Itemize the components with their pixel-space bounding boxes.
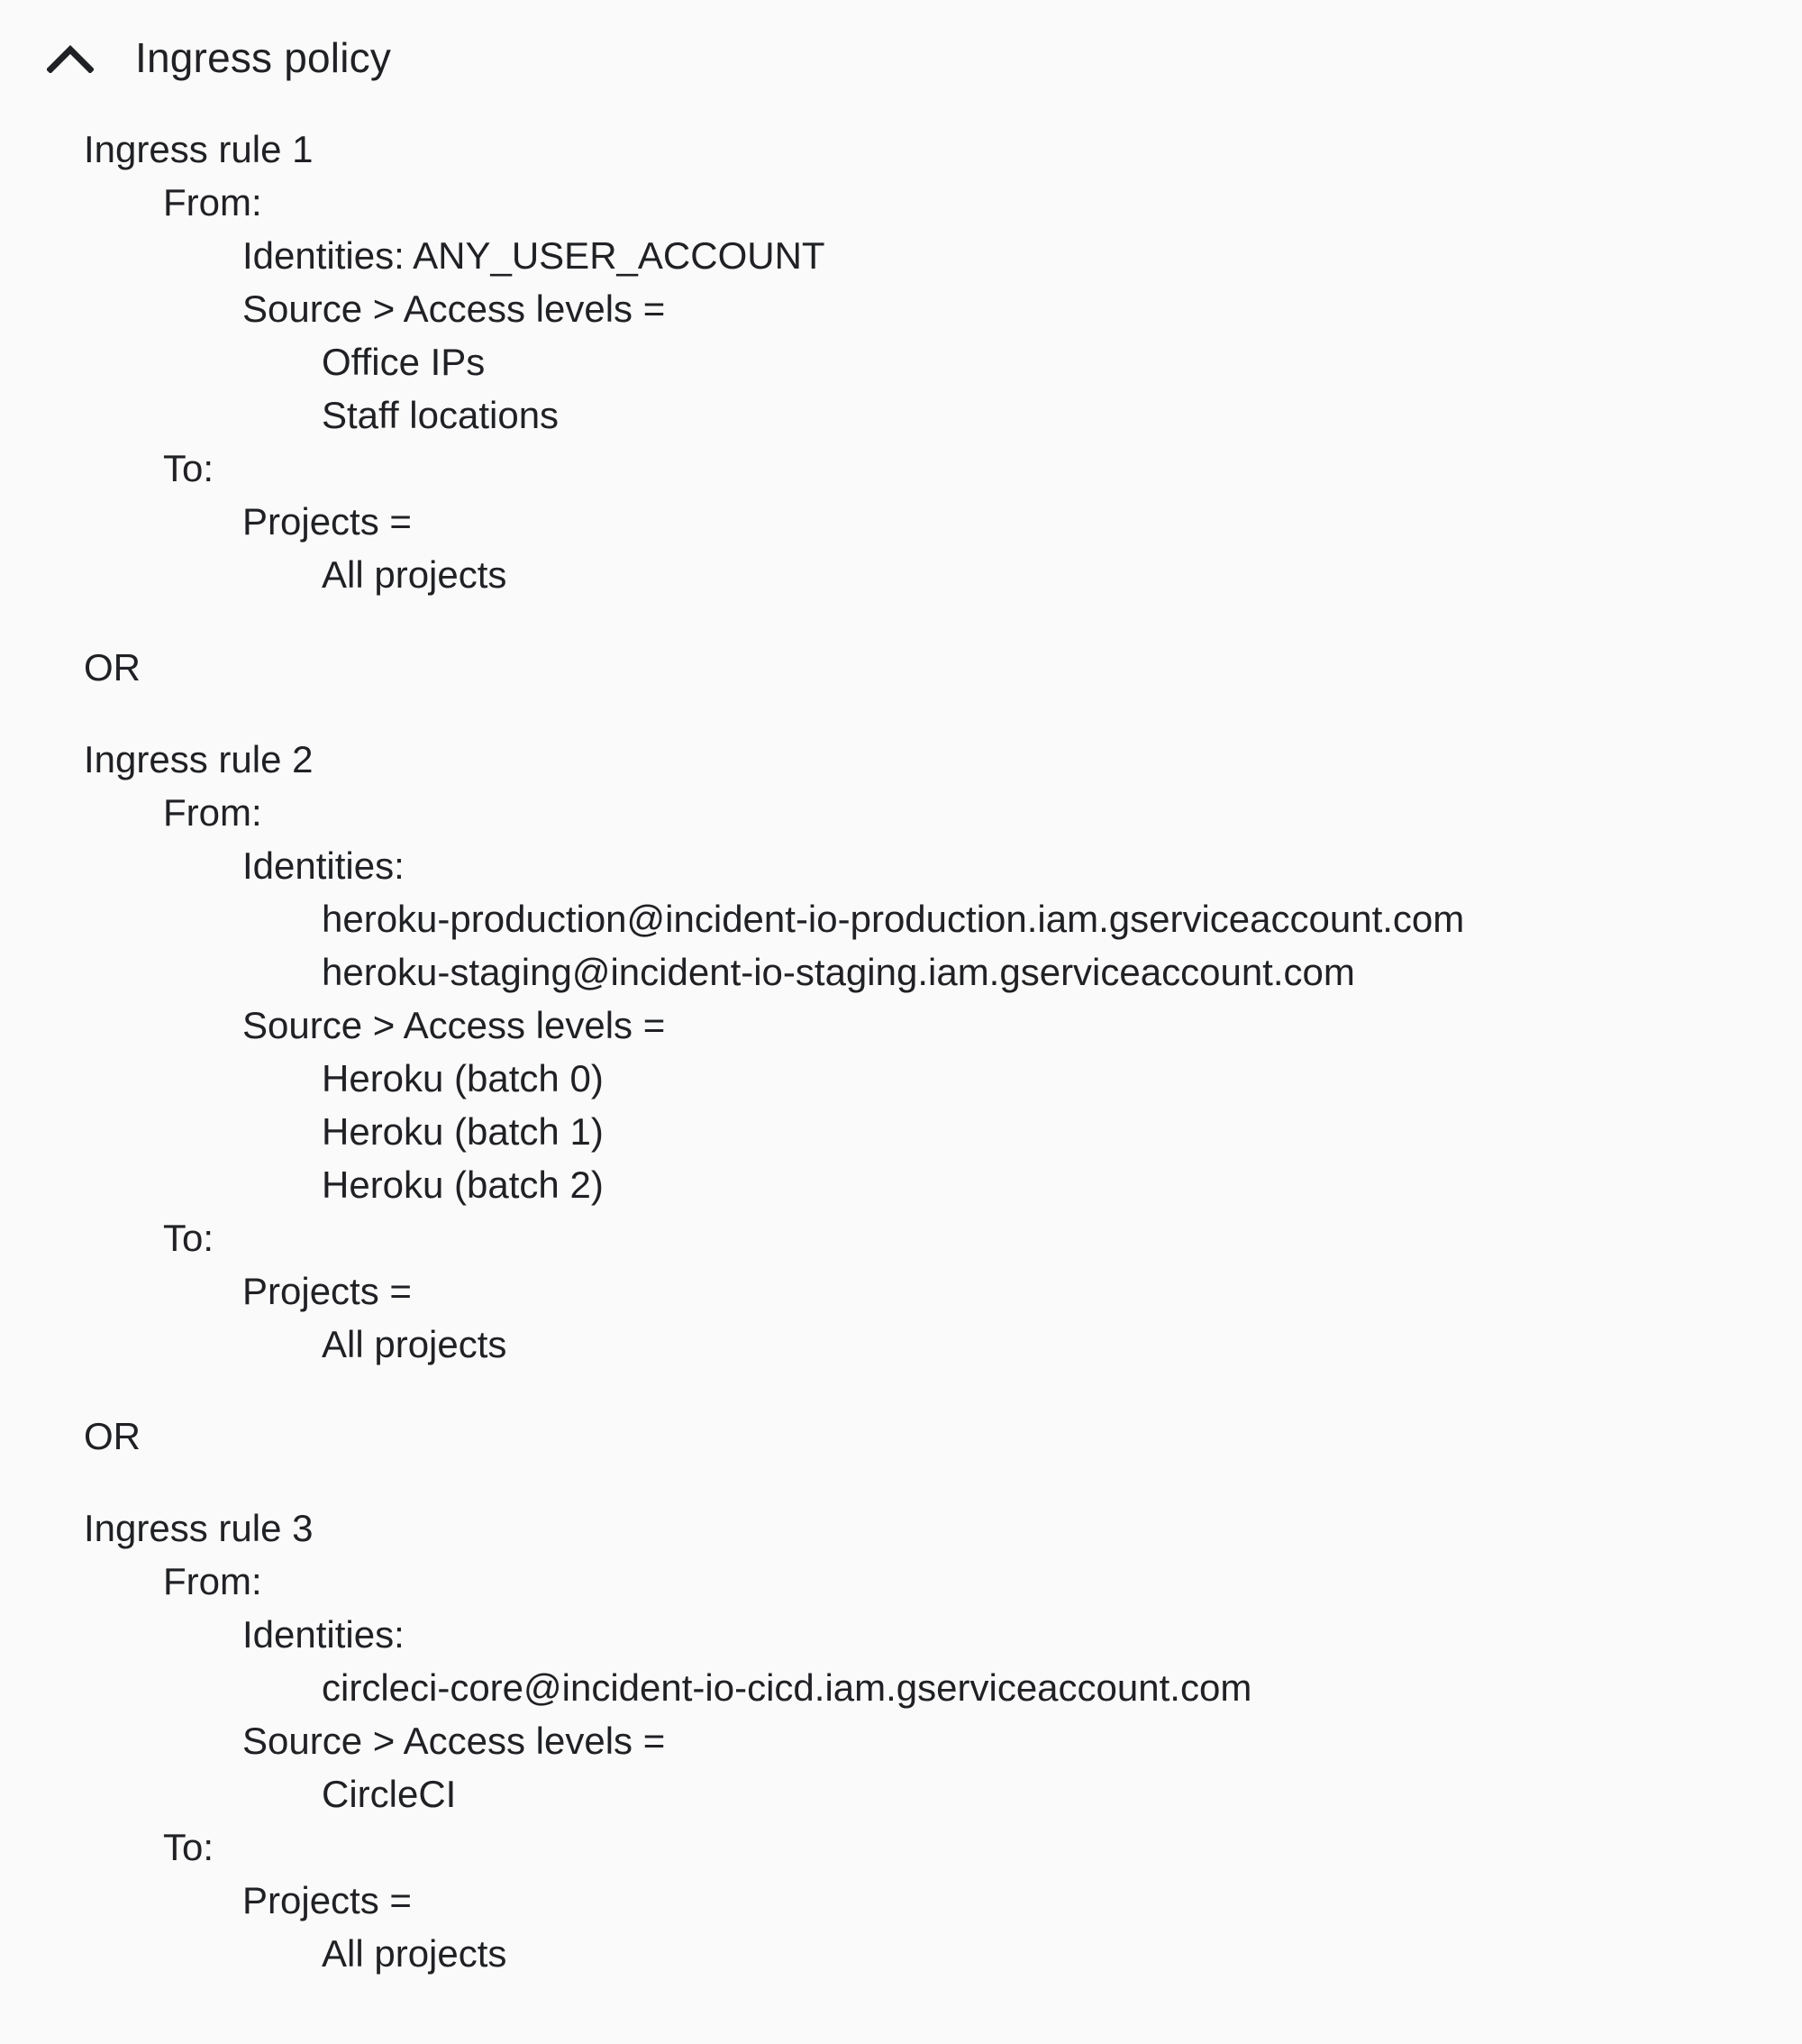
rule-3-to-label: To: bbox=[163, 1826, 214, 1868]
rule-2-project: All projects bbox=[322, 1323, 507, 1365]
rule-1-from-label: From: bbox=[163, 181, 262, 224]
rule-3-access-level: CircleCI bbox=[322, 1773, 457, 1815]
rule-3-from-label: From: bbox=[163, 1560, 262, 1602]
rule-2-access-level: Heroku (batch 2) bbox=[322, 1163, 604, 1206]
rule-1-projects-label: Projects = bbox=[242, 500, 412, 543]
rule-2-identities-label: Identities: bbox=[242, 844, 405, 887]
section-title: Ingress policy bbox=[135, 34, 392, 81]
rule-3-identity: circleci-core@incident-io-cicd.iam.gserviceaccount.com bbox=[322, 1666, 1252, 1709]
rule-1-to-label: To: bbox=[163, 447, 214, 489]
rule-3-title: Ingress rule 3 bbox=[84, 1507, 314, 1549]
rule-2-access-level: Heroku (batch 0) bbox=[322, 1057, 604, 1100]
rule-2-from-label: From: bbox=[163, 791, 262, 834]
rule-1-project: All projects bbox=[322, 553, 507, 596]
rule-3-project: All projects bbox=[322, 1932, 507, 1975]
rule-2-to-label: To: bbox=[163, 1217, 214, 1259]
rule-1-access-levels-label: Source > Access levels = bbox=[242, 287, 666, 330]
rule-2-access-level: Heroku (batch 1) bbox=[322, 1110, 604, 1153]
rule-1-identities: Identities: ANY_USER_ACCOUNT bbox=[242, 234, 825, 277]
rule-2-projects-label: Projects = bbox=[242, 1270, 412, 1312]
rule-3-access-levels-label: Source > Access levels = bbox=[242, 1720, 666, 1762]
rule-1-title: Ingress rule 1 bbox=[84, 128, 314, 170]
rule-2-identity: heroku-production@incident-io-production.iam.gserviceaccount.com bbox=[322, 898, 1465, 940]
rule-3-identities-label: Identities: bbox=[242, 1613, 405, 1656]
rule-1-access-level: Office IPs bbox=[322, 341, 486, 383]
or-separator: OR bbox=[84, 646, 141, 689]
chevron-up-icon[interactable] bbox=[43, 31, 97, 85]
section-header[interactable] bbox=[43, 25, 391, 90]
rule-3-projects-label: Projects = bbox=[242, 1879, 412, 1921]
rule-2-title: Ingress rule 2 bbox=[84, 738, 314, 780]
rule-1-access-level: Staff locations bbox=[322, 394, 560, 436]
rule-2-identity: heroku-staging@incident-io-staging.iam.gserviceaccount.com bbox=[322, 951, 1355, 993]
or-separator: OR bbox=[84, 1415, 141, 1457]
rule-2-access-levels-label: Source > Access levels = bbox=[242, 1004, 666, 1046]
